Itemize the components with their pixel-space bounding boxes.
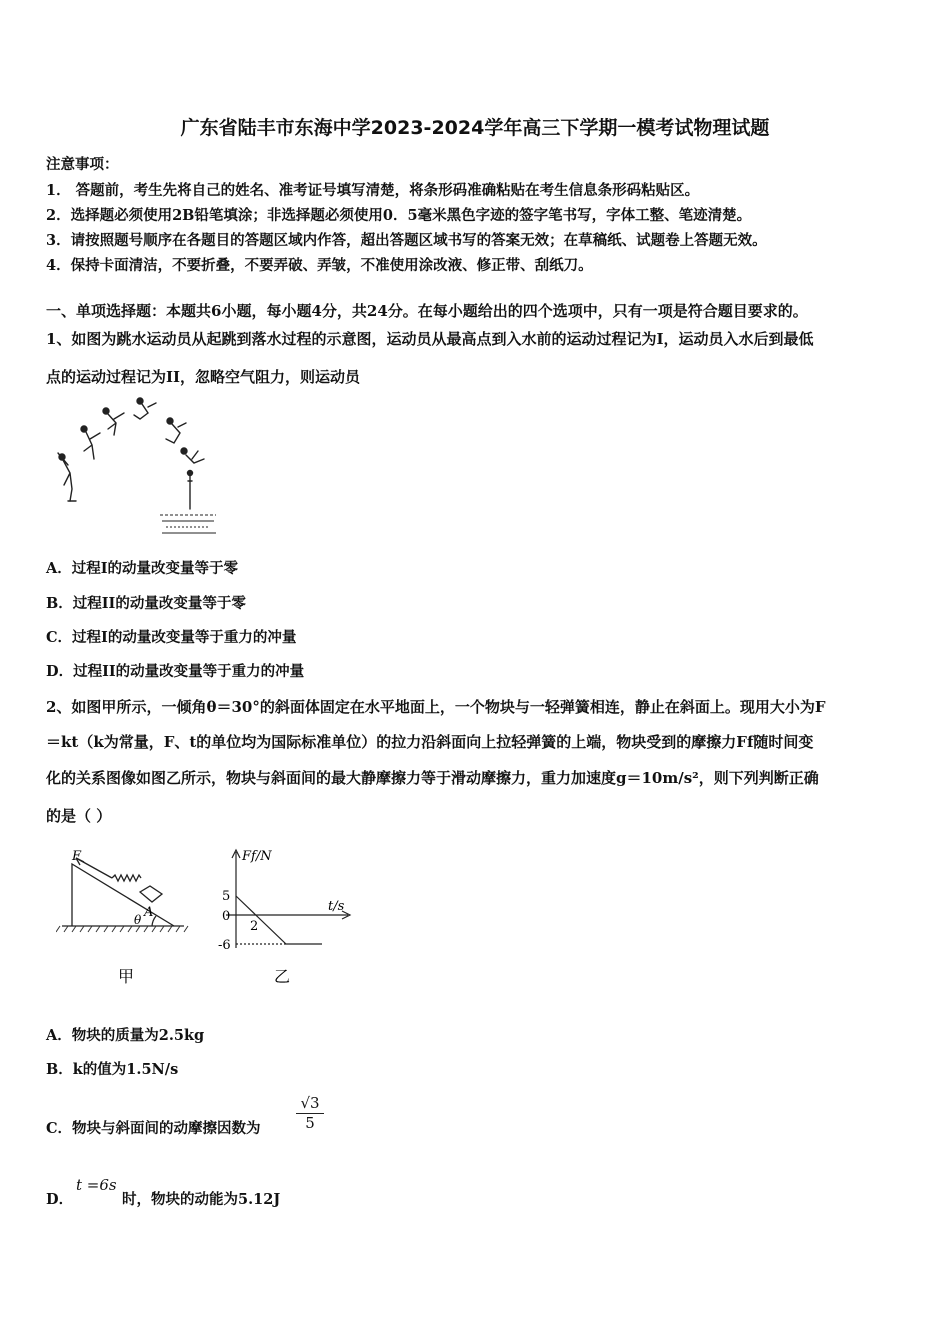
q1-option-a: A．过程I的动量改变量等于零 <box>46 560 239 577</box>
q2-option-d-prefix: D． <box>46 1191 74 1208</box>
figure-label-yi: 乙 <box>274 967 291 986</box>
q2-option-c-fraction <box>296 1094 324 1132</box>
diver-figure <box>48 393 228 537</box>
angle-label: θ <box>134 913 142 927</box>
tick-minus-6: -6 <box>218 938 231 953</box>
tick-5: 5 <box>222 889 231 904</box>
q2-stem-line1: 2、如图甲所示，一倾角θ＝30°的斜面体固定在水平地面上，一个物块与一轻弹簧相连，静止在斜面上。现用大小为F <box>46 698 826 716</box>
q1-option-c: C．过程I的动量改变量等于重力的冲量 <box>46 629 297 646</box>
notice-item-2: 2．选择题必须使用2B铅笔填涂；非选择题必须使用0．5毫米黑色字迹的签字笔书写，字体工整、笔迹清楚。 <box>46 207 752 224</box>
tick-2: 2 <box>250 919 259 934</box>
q2-stem-line2: ＝kt（k为常量，F、t的单位均为国际标准单位）的拉力沿斜面向上拉轻弹簧的上端，物块受到的摩擦力Ff随时间变 <box>46 733 814 751</box>
friction-graph <box>212 846 362 990</box>
q1-stem-line1: 1、如图为跳水运动员从起跳到落水过程的示意图，运动员从最高点到入水前的运动过程记为I，运动员入水后到最低 <box>46 330 814 348</box>
fraction-numerator: √3 <box>296 1094 324 1114</box>
x-axis-label: t/s <box>328 899 345 914</box>
incline-figure <box>56 846 192 990</box>
q2-stem-line4: 的是（ ） <box>46 807 112 825</box>
notice-item-1: 1． 答题前，考生先将自己的姓名、准考证号填写清楚，将条形码准确粘贴在考生信息条形码粘贴区。 <box>46 182 700 199</box>
tick-0: 0 <box>222 909 231 924</box>
block-label: A <box>144 905 154 920</box>
q2-option-d-math: t =6s <box>76 1176 117 1194</box>
q2-option-a: A．物块的质量为2.5kg <box>46 1027 205 1044</box>
q2-option-c: C．物块与斜面间的动摩擦因数为 <box>46 1120 261 1137</box>
notice-heading: 注意事项： <box>46 156 119 173</box>
section-heading: 一、单项选择题：本题共6小题，每小题4分，共24分。在每小题给出的四个选项中，只有一项是符合题目要求的。 <box>46 302 808 320</box>
y-axis-label: Ff/N <box>242 849 272 864</box>
figure-label-jia: 甲 <box>118 967 135 986</box>
q1-stem-line2: 点的运动过程记为II，忽略空气阻力，则运动员 <box>46 368 361 386</box>
fraction-denominator: 5 <box>305 1114 315 1132</box>
page-title: 广东省陆丰市东海中学2023-2024学年高三下学期一模考试物理试题 <box>180 117 770 139</box>
q2-option-b: B．k的值为1.5N/s <box>46 1061 179 1078</box>
notice-item-3: 3．请按照题号顺序在各题目的答题区域内作答，超出答题区域书写的答案无效；在草稿纸、试题卷上答题无效。 <box>46 232 767 249</box>
force-label: F <box>72 849 82 864</box>
q2-option-d-text: 时，物块的动能为5.12J <box>122 1191 281 1208</box>
q2-stem-line3: 化的关系图像如图乙所示，物块与斜面间的最大静摩擦力等于滑动摩擦力，重力加速度g＝10m/s²，则下列判断正确 <box>46 769 819 787</box>
notice-item-4: 4．保持卡面清洁，不要折叠，不要弄破、弄皱，不准使用涂改液、修正带、刮纸刀。 <box>46 257 593 274</box>
q1-option-d: D．过程II的动量改变量等于重力的冲量 <box>46 663 305 680</box>
q1-option-b: B．过程II的动量改变量等于零 <box>46 595 246 612</box>
